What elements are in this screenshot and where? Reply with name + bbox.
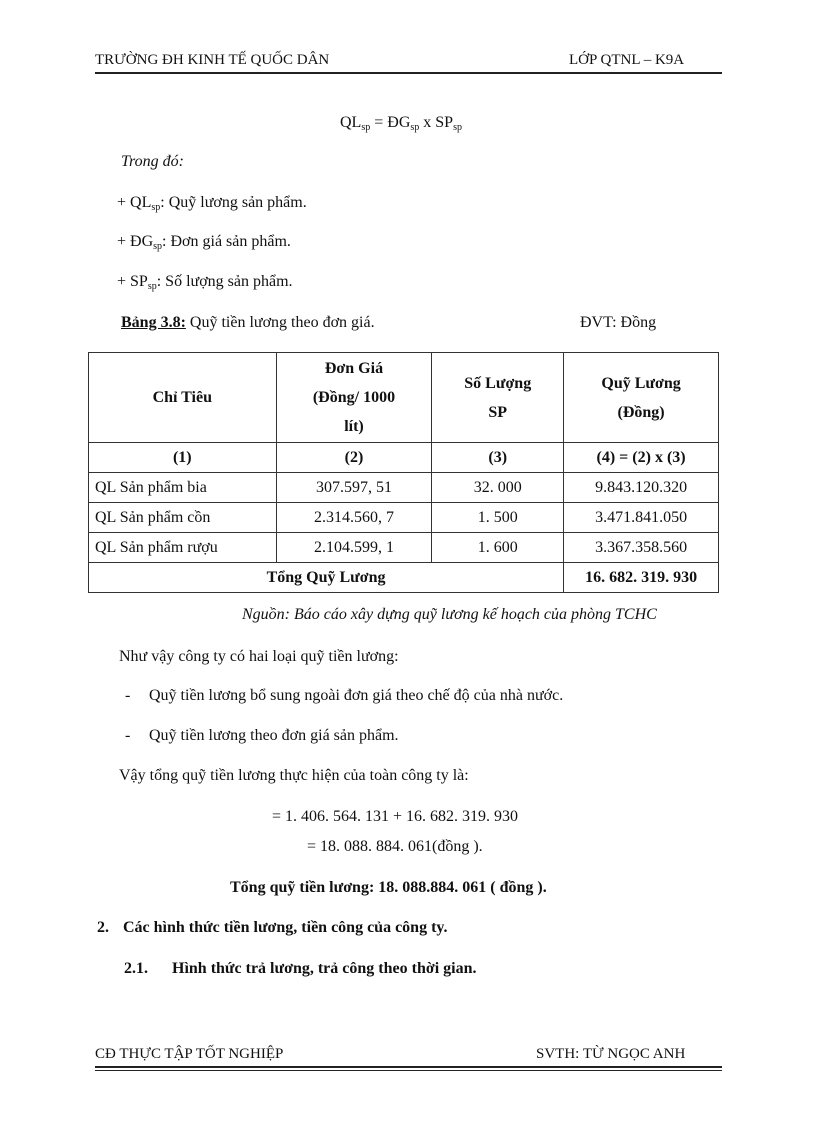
index-cell: (3) — [432, 443, 564, 473]
table-index-row — [89, 443, 719, 473]
row-name: QL Sản phẩm rượu — [89, 533, 277, 563]
subsection-title: Hình thức trả lương, trả công theo thời gian. — [172, 960, 477, 977]
table-unit: ĐVT: Đồng — [580, 314, 657, 331]
section-title: Các hình thức tiền lương, tiền công của công ty. — [123, 919, 448, 936]
row-total: 3.367.358.560 — [564, 533, 719, 563]
row-qty: 32. 000 — [432, 473, 564, 503]
paragraph: Vậy tổng quỹ tiền lương thực hiện của toàn công ty là: — [119, 767, 469, 784]
header-rule — [95, 72, 722, 74]
summary: Tổng quỹ tiền lương: 18. 088.884. 061 ( đồng ). — [230, 879, 547, 896]
header-unit-price: Đơn Giá (Đồng/ 1000 lít) — [276, 353, 432, 443]
row-name: QL Sản phẩm cồn — [89, 503, 277, 533]
row-qty: 1. 500 — [432, 503, 564, 533]
row-price: 2.104.599, 1 — [276, 533, 432, 563]
table-source: Nguồn: Báo cáo xây dựng quỹ lương kế hoạch của phòng TCHC — [242, 606, 657, 623]
legend-item: + $QL_{sp}$: Quỹ lương sản phẩm. — [117, 194, 307, 213]
index-cell: (2) — [276, 443, 432, 473]
formula: $QL_{sp}$ = $ĐG_{sp}$ x $SP_{sp}$ — [340, 114, 462, 133]
row-total: 9.843.120.320 — [564, 473, 719, 503]
total-label: Tổng Quỹ Lương — [89, 563, 564, 593]
legend-intro: Trong đó: — [121, 153, 184, 170]
bullet-mark: - — [125, 687, 131, 704]
header-class: LỚP QTNL – K9A — [569, 52, 685, 68]
header-quantity: Số Lượng SP — [432, 353, 564, 443]
bullet-item: Quỹ tiền lương theo đơn giá sản phẩm. — [149, 727, 399, 744]
header-school: TRƯỜNG ĐH KINH TẾ QUỐC DÂN — [95, 52, 330, 68]
section-number: 2. — [97, 919, 109, 936]
row-price: 2.314.560, 7 — [276, 503, 432, 533]
table-row — [89, 503, 719, 533]
index-cell: (4) = (2) x (3) — [564, 443, 719, 473]
row-name: QL Sản phẩm bia — [89, 473, 277, 503]
total-value: 16. 682. 319. 930 — [564, 563, 719, 593]
footer-left: CĐ THỰC TẬP TỐT NGHIỆP — [95, 1046, 284, 1062]
table-row — [89, 533, 719, 563]
legend-item: + $ĐG_{sp}$: Đơn giá sản phẩm. — [117, 233, 291, 252]
bullet-item: Quỹ tiền lương bổ sung ngoài đơn giá theo chế độ của nhà nước. — [149, 687, 564, 704]
calc-line: = 1. 406. 564. 131 + 16. 682. 319. 930 — [272, 808, 519, 825]
row-price: 307.597, 51 — [276, 473, 432, 503]
row-qty: 1. 600 — [432, 533, 564, 563]
footer-right: SVTH: TỪ NGỌC ANH — [536, 1046, 686, 1062]
table-total-row — [89, 563, 719, 593]
row-total: 3.471.841.050 — [564, 503, 719, 533]
subsection-number: 2.1. — [124, 960, 148, 977]
calc-line: = 18. 088. 884. 061(đồng ). — [307, 838, 483, 855]
footer-rule — [95, 1066, 722, 1068]
bullet-mark: - — [125, 727, 131, 744]
legend-item: + $SP_{sp}$: Số lượng sản phẩm. — [117, 273, 293, 292]
index-cell: (1) — [89, 443, 277, 473]
wage-fund-table — [88, 352, 719, 593]
header-wage-fund: Quỹ Lương (Đồng) — [564, 353, 719, 443]
table-header-row — [89, 353, 719, 443]
paragraph: Như vậy công ty có hai loại quỹ tiền lương: — [119, 648, 399, 665]
table-row — [89, 473, 719, 503]
table-caption: Bảng 3.8: Quỹ tiền lương theo đơn giá. — [121, 314, 375, 331]
header-indicator: Chỉ Tiêu — [89, 353, 277, 443]
footer-rule — [95, 1070, 722, 1071]
